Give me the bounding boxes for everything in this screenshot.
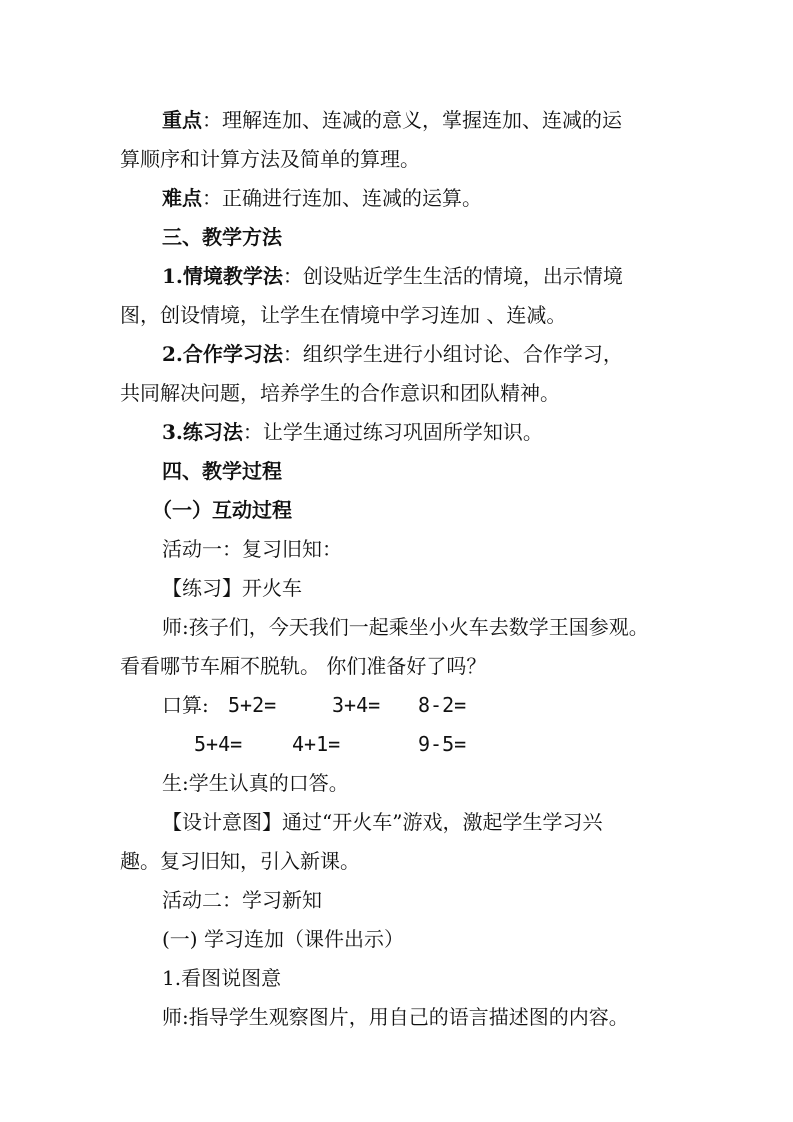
section-4-heading: 四、教学过程 xyxy=(162,459,282,483)
key-points-label: 重点 xyxy=(162,108,202,132)
method-1-text-1: ：创设贴近学生生活的情境，出示情境 xyxy=(282,264,623,288)
design-intent-line-1: 【设计意图】通过“开火车”游戏，激起学生学习兴 xyxy=(162,810,603,834)
method-1-line-1 xyxy=(162,262,623,290)
oral-calc-item-6: 9-5= xyxy=(418,732,467,756)
method-2-line-1 xyxy=(162,340,623,368)
section-3-heading: 三、教学方法 xyxy=(162,225,282,249)
oral-calc-item-3: 8-2= xyxy=(418,693,467,717)
activity-2-title: 活动二：学习新知 xyxy=(162,888,322,912)
subsection-1-heading: （一）互动过程 xyxy=(152,498,292,522)
method-3-label: 3.练习法 xyxy=(162,420,243,444)
method-1-label: 1.情境教学法 xyxy=(162,264,283,288)
activity-1-title: 活动一：复习旧知： xyxy=(162,537,342,561)
design-intent-line-2: 趣。复习旧知，引入新课。 xyxy=(120,849,360,873)
method-3-line xyxy=(162,418,543,446)
teacher-1-line-1: 师:孩子们，今天我们一起乘坐小火车去数学王国参观。 xyxy=(162,615,649,639)
method-2-text-1: ：组织学生进行小组讨论、合作学习， xyxy=(282,342,623,366)
key-points-line-1 xyxy=(162,106,622,134)
oral-calc-label: 口算: xyxy=(162,693,209,717)
part-1-title: (一) 学习连加（课件出示） xyxy=(162,927,404,951)
oral-calc-item-4: 5+4= xyxy=(194,732,243,756)
method-1-line-2: 图，创设情境，让学生在情境中学习连加 、连减。 xyxy=(120,303,567,327)
method-2-line-2: 共同解决问题，培养学生的合作意识和团队精神。 xyxy=(120,381,560,405)
teacher-2-line: 师:指导学生观察图片，用自己的语言描述图的内容。 xyxy=(162,1005,629,1029)
step-1-title: 1.看图说图意 xyxy=(162,966,282,990)
oral-calc-item-1: 5+2= xyxy=(228,693,277,717)
student-1-line: 生:学生认真的口答。 xyxy=(162,771,349,795)
method-2-label: 2.合作学习法 xyxy=(162,342,283,366)
practice-line: 【练习】开火车 xyxy=(162,576,302,600)
teacher-1-line-2: 看看哪节车厢不脱轨。 你们准备好了吗？ xyxy=(120,654,487,678)
method-3-text: ：让学生通过练习巩固所学知识。 xyxy=(242,420,543,444)
oral-calc-item-2: 3+4= xyxy=(332,693,381,717)
difficulty-text: ：正确进行连加、连减的运算。 xyxy=(202,186,482,210)
oral-calc-item-5: 4+1= xyxy=(292,732,341,756)
key-points-line-2: 算顺序和计算方法及简单的算理。 xyxy=(120,147,420,171)
difficulty-label: 难点 xyxy=(162,186,202,210)
key-points-text-1: ：理解连加、连减的意义，掌握连加、连减的运 xyxy=(202,108,622,132)
difficulty-line xyxy=(162,184,482,212)
